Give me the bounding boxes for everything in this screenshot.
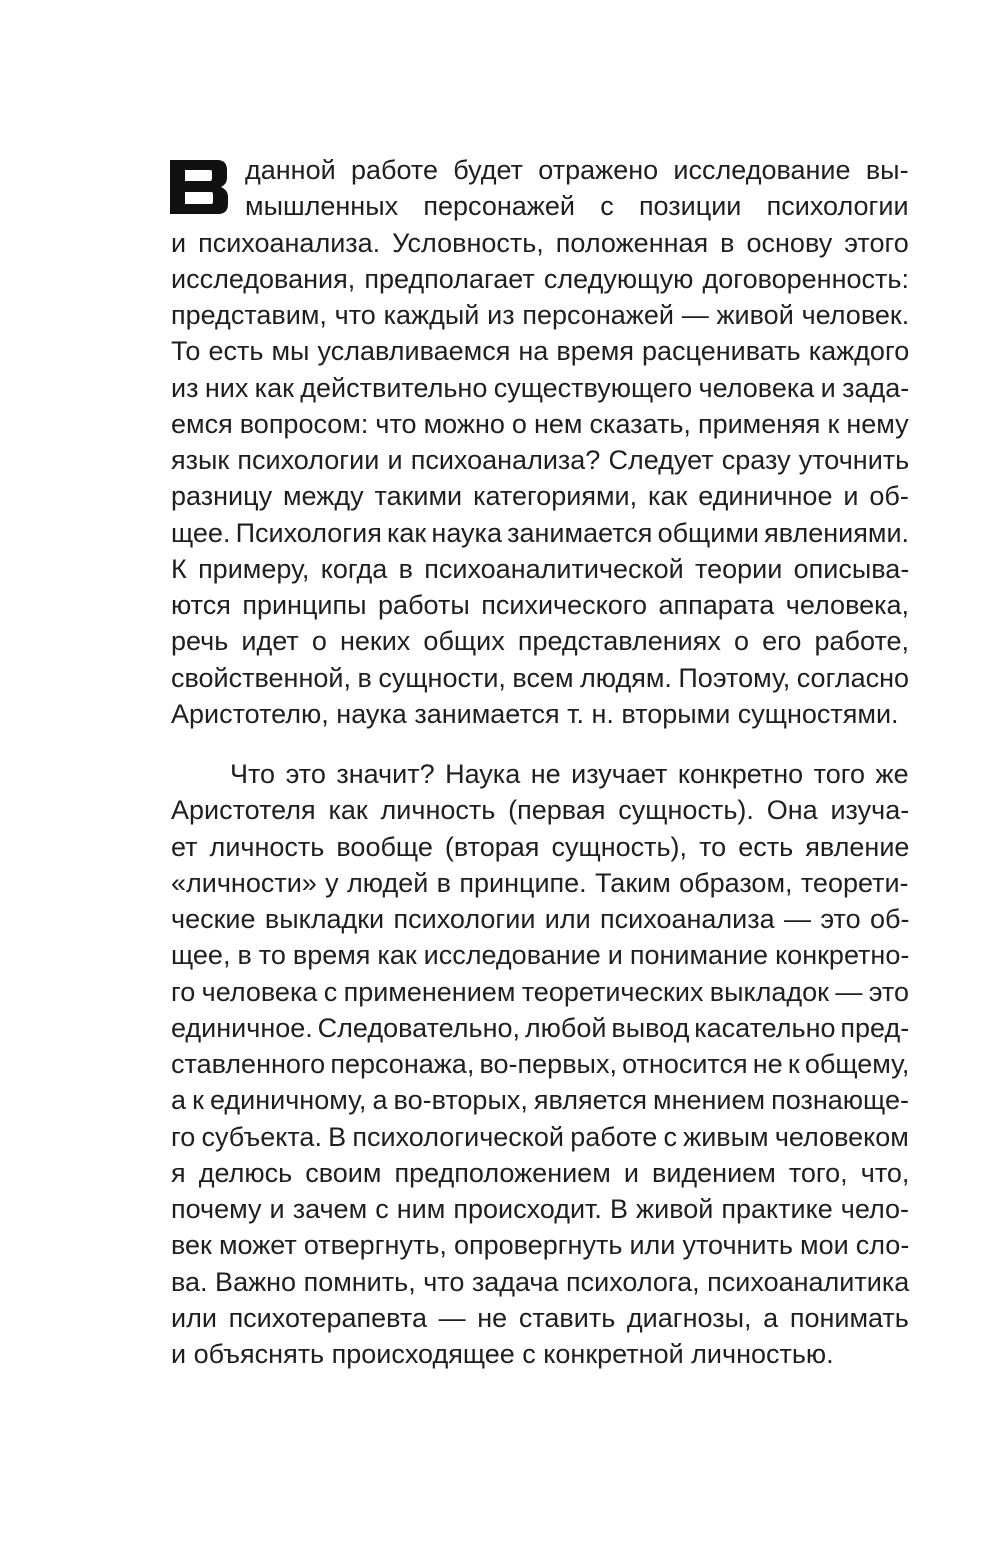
text-line: из них как действительно существующего человека и зада- — [171, 373, 910, 403]
text-line: или психотерапевта — не ставить диагнозы, а понимать — [171, 1303, 909, 1333]
drop-cap — [170, 160, 229, 214]
text-line: щее. Психология как наука занимается общими явлениями. — [171, 518, 910, 548]
text-line: язык психологии и психоанализа? Следует сразу уточнить — [171, 445, 910, 475]
text-line: Аристотеля как личность (первая сущность). Она изуча- — [171, 795, 910, 825]
text-line: К примеру, когда в психоаналитической теории описыва- — [171, 554, 910, 584]
text-line: ставленного персонажа, во-первых, относится не к общему, — [171, 1049, 910, 1079]
text-line: и объяснять происходящее с конкретной личностью. — [171, 1339, 834, 1369]
text-line: представим, что каждый из персонажей — живой человек. — [171, 300, 910, 330]
text-line: емся вопросом: что можно о нем сказать, применяя к нему — [171, 409, 909, 439]
text-line: речь идет о неких общих представлениях о его работе, — [171, 626, 910, 656]
text-line: а к единичному, а во-вторых, является мнением познающе- — [171, 1085, 909, 1115]
text-line: го субъекта. В психологической работе с живым человеком — [171, 1122, 909, 1152]
text-line: ет личность вообще (вторая сущность), то есть явление — [171, 832, 910, 862]
text-line: Что это значит? Наука не изучает конкретно того же — [230, 759, 909, 789]
text-line: ва. Важно помнить, что задача психолога, психоаналитика — [171, 1267, 910, 1297]
text-line: Аристотелю, наука занимается т. н. вторыми сущностями. — [171, 699, 899, 729]
text-line: почему и зачем с ним происходит. В живой практике чело- — [171, 1194, 910, 1224]
text-line: век может отвергнуть, опровергнуть или уточнить мои сло- — [171, 1230, 910, 1260]
text-line: «личности» у людей в принципе. Таким образом, теорети- — [171, 868, 909, 898]
text-line: данной работе будет отражено исследование вы- — [245, 155, 909, 185]
text-line: ческие выкладки психологии или психоанализа — это об- — [171, 904, 910, 934]
text-line: исследования, предполагает следующую договоренность: — [171, 264, 909, 294]
text-line: ются принципы работы психического аппарата человека, — [171, 590, 910, 620]
text-line: мышленных персонажей с позиции психологии — [245, 191, 909, 221]
text-line: разницу между такими категориями, как единичное и об- — [171, 481, 909, 511]
text-line: и психоанализа. Условность, положенная в основу этого — [171, 228, 909, 258]
text-line: щее, в то время как исследование и понимание конкретно- — [171, 940, 910, 970]
text-line: То есть мы уславливаемся на время расценивать каждого — [171, 336, 910, 366]
text-line: единичное. Следовательно, любой вывод касательно пред- — [171, 1013, 910, 1043]
text-line: я делюсь своим предположением и видением того, что, — [171, 1158, 910, 1188]
text-line: свойственной, в сущности, всем людям. Поэтому, согласно — [171, 663, 910, 693]
text-line: го человека с применением теоретических выкладок — это — [171, 977, 909, 1007]
